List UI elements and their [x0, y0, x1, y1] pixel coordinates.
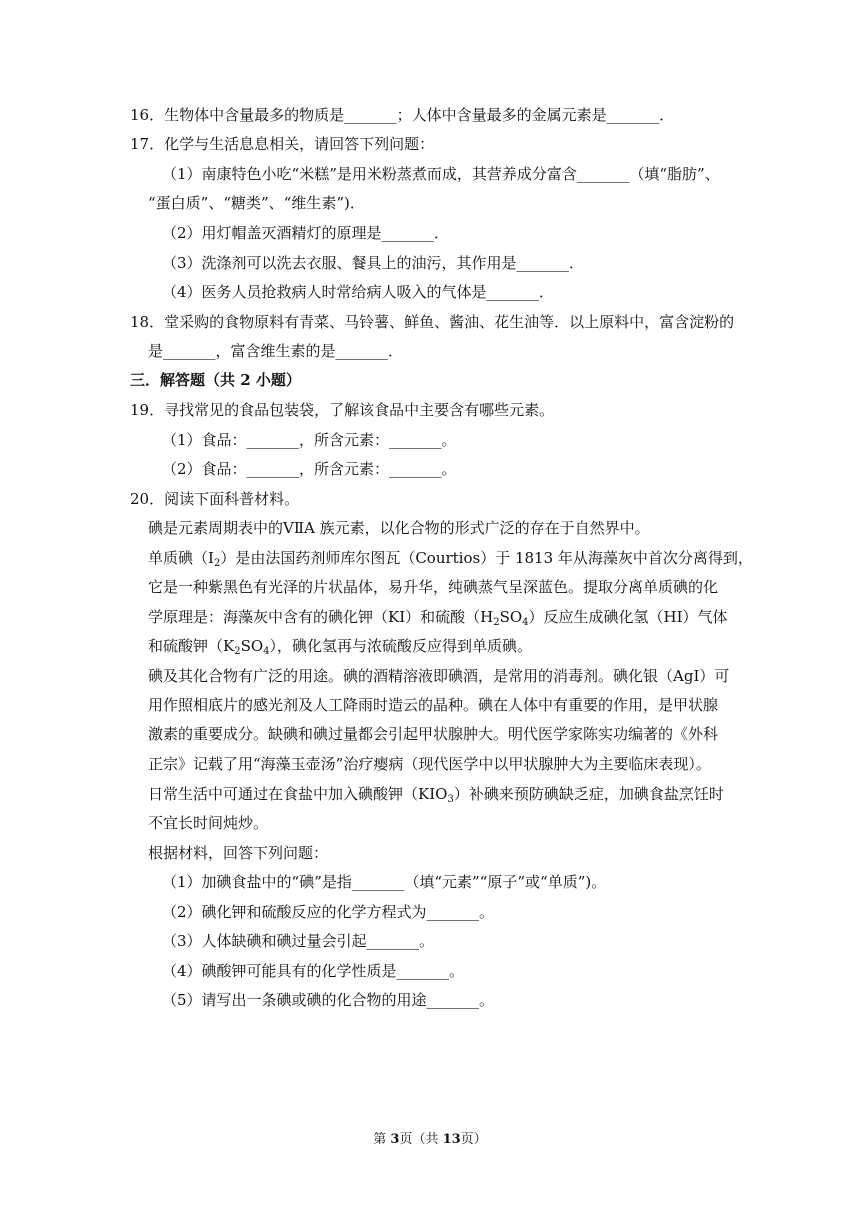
- passage-line: 激素的重要成分。缺碘和碘过量都会引起甲状腺肿大。明代医学家陈实功编著的《外科: [148, 725, 719, 743]
- page-footer: 第 3页（共 13页）: [373, 1132, 487, 1147]
- q17-part-3: （3）洗涤剂可以洗去衣服、餐具上的油污，其作用是_______．: [162, 254, 585, 272]
- passage-line: 单质碘$(I_2)$是由法国药剂师库尔图瓦（Courtios）于 1813 年从海藻灰中首次分离得到，: [148, 549, 753, 569]
- passage-line: 它是一种紫黑色有光泽的片状晶体，易升华，纯碘蒸气呈深蓝色。提取分离单质碘的化: [148, 578, 719, 596]
- passage-line: 和硫酸钾$(K_2SO_4)$，碘化氢再与浓硫酸反应得到单质碘。: [148, 637, 533, 657]
- q19-part-1: （1）食品：_______，所含元素：_______。: [162, 431, 457, 449]
- passage-line: 正宗》记载了用“海藻玉壶汤”治疗瘿病（现代医学中以甲状腺肿大为主要临床表现）。: [148, 755, 711, 773]
- q17-part-1: （1）南康特色小吃“米糕”是用米粉蒸煮而成，其营养成分富含_______（填“脂肪”、: [162, 165, 720, 183]
- passage-line: 碘是元素周期表中的ⅤⅡA 族元素，以化合物的形式广泛的存在于自然界中。: [148, 519, 650, 537]
- q20-part-4: （4）碘酸钾可能具有的化学性质是_______。: [162, 962, 465, 980]
- question-17: 17．化学与生活息息相关，请回答下列问题：: [130, 135, 435, 153]
- page-number: 3: [390, 1132, 400, 1147]
- passage-line: 不宜长时间炖炒。: [148, 814, 269, 832]
- question-18: 18．堂采购的食物原料有青菜、马铃薯、鲜鱼、酱油、花生油等．以上原料中，富含淀粉的: [130, 313, 735, 331]
- q20-part-2: （2）碘化钾和硫酸反应的化学方程式为_______。: [162, 903, 495, 921]
- passage-line: 学原理是：海藻灰中含有的碘化钾（KI）和硫酸$(H_2SO_4)$反应生成碘化氢（HI）气体: [148, 608, 728, 628]
- passage-line: 碘及其化合物有广泛的用途。碘的酒精溶液即碘酒，是常用的消毒剂。碘化银（AgI）可: [148, 667, 730, 685]
- question-20: 20．阅读下面科普材料。: [130, 490, 300, 508]
- q17-part-4: （4）医务人员抢救病人时常给病人吸入的气体是_______．: [162, 283, 555, 301]
- q20-part-1: （1）加碘食盐中的“碘”是指_______（填“元素”“原子”或“单质”)。: [162, 873, 607, 891]
- question-18-cont: 是_______，富含维生素的是_______．: [148, 342, 404, 360]
- q17-part-1-cont: “蛋白质”、“糖类”、“维生素”)．: [148, 194, 365, 212]
- section-heading: 三．解答题（共 2 小题）: [130, 371, 301, 389]
- question-16: 16．生物体中含量最多的物质是_______；人体中含量最多的金属元素是_______．: [130, 106, 675, 124]
- question-19: 19．寻找常见的食品包装袋，了解该食品中主要含有哪些元素。: [130, 401, 555, 419]
- total-pages: 13: [442, 1132, 461, 1147]
- passage-line: 根据材料，回答下列问题：: [148, 844, 329, 862]
- q20-part-5: （5）请写出一条碘或碘的化合物的用途_______。: [162, 991, 495, 1009]
- q17-part-2: （2）用灯帽盖灭酒精灯的原理是_______．: [162, 224, 450, 242]
- passage-line: 用作照相底片的感光剂及人工降雨时造云的晶种。碘在人体中有重要的作用，是甲状腺: [148, 696, 719, 714]
- passage-line: 日常生活中可通过在食盐中加入碘酸钾$(KIO_3)$补碘来预防碘缺乏症，加碘食盐烹饪时: [148, 785, 724, 805]
- q20-part-3: （3）人体缺碘和碘过量会引起_______。: [162, 932, 435, 950]
- q19-part-2: （2）食品：_______，所含元素：_______。: [162, 460, 457, 478]
